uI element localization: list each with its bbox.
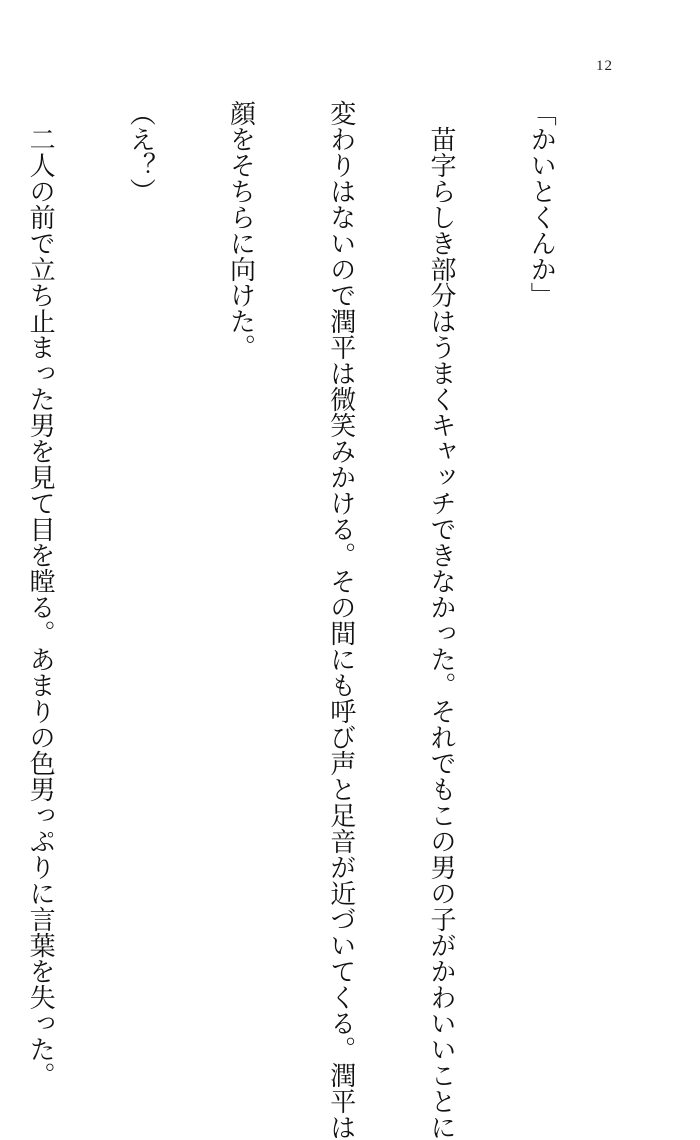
text-line: 二人の前で立ち止まった男を見て目を瞠る。あまりの色男っぷりに言葉を失った。 — [25, 100, 56, 1088]
text-line: 顔をそちらに向けた。 — [225, 100, 256, 360]
text-line: 「かいとくんか」 — [526, 100, 557, 308]
vertical-text-body — [0, 100, 624, 1140]
page-number: 12 — [596, 58, 613, 74]
text-line: 苗字らしき部分はうまくキャッチできなかった。それでもこの男の子がかわいいことに — [425, 100, 456, 1140]
text-line: 変わりはないので潤平は微笑みかける。その間にも呼び声と足音が近づいてくる。潤平は — [325, 100, 356, 1140]
text-line: （え？） — [125, 100, 156, 204]
